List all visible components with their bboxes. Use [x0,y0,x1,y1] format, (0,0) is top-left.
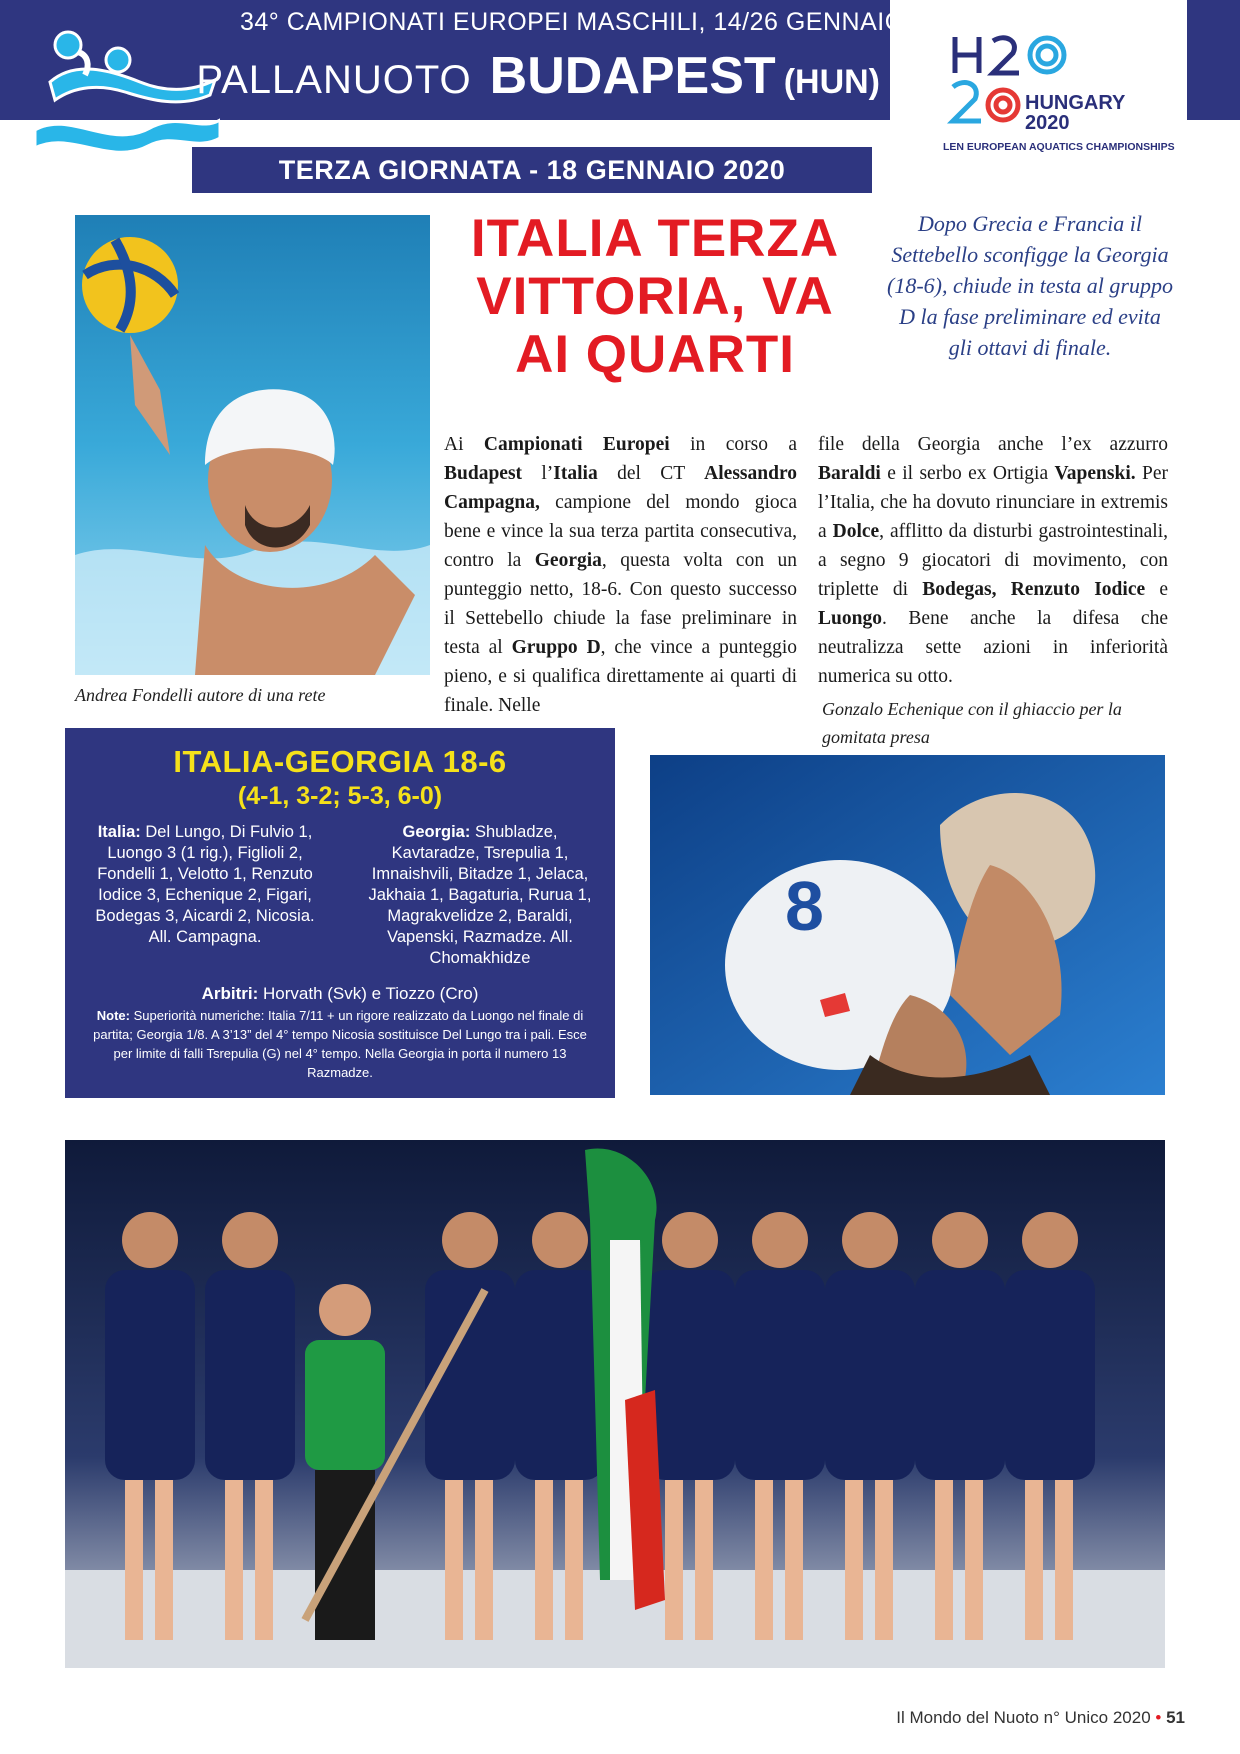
photo-team-anthem [65,1140,1165,1668]
sport-label: PALLANUOTO [196,58,472,102]
match-partials: (4-1, 3-2; 5-3, 6-0) [237,782,443,810]
svg-text:8: 8 [785,867,824,945]
city-label: BUDAPEST [489,47,776,105]
page-number: 51 [1166,1708,1185,1727]
caption-photo1: Andrea Fondelli autore di una rete [75,685,326,705]
article-column-1: Ai Campionati Europei in corso a Budapest l’Italia del CT Alessandro Campagna, campione del mondo gioca bene e vince la sua terza partita consecutiva, contro la Georgia, questa volta con un punteggio netto, 18-6. Con questo successo il Settebello chiude la fase preliminare in testa al Gruppo D, che vince a punteggio pieno, e si qualifica direttamente ai quarti di finale. Nelle [444,434,798,716]
header-right-band [1187,0,1240,120]
match-score-box [65,728,615,1098]
event-tagline: LEN EUROPEAN AQUATICS CHAMPIONSHIPS [943,141,1175,153]
page-footer [890,1708,1185,1728]
event-logo [935,25,1175,160]
match-title: ITALIA-GEORGIA 18-6 [173,744,507,779]
magazine-name: Il Mondo del Nuoto n° Unico 2020 [896,1708,1151,1727]
championship-title: 34° CAMPIONATI EUROPEI MASCHILI, 14/26 GENNAIO 2020 [240,8,970,36]
country-label: (HUN) [783,63,880,101]
article-lead: Dopo Grecia e Francia il Settebello sconfigge la Georgia (18-6), chiude in testa al gruppo D la fase preliminare ed evita gli ottavi di finale. [887,211,1173,360]
caption-photo2: Gonzalo Echenique con il ghiaccio per la gomitata presa [822,699,1122,747]
article-headline: ITALIA TERZA VITTORIA, VA AI QUARTI [470,209,840,384]
header-title [190,46,880,106]
georgia-lineup: Georgia: Shubladze, Kavtaradze, Tsrepulia 1, Imnaishvili, Bitadze 1, Jelaca, Jakhaia 1, Bagaturia, Rurua 1, Magrakvelidze 2, Baraldi, Vapenski, Razmadze. All. Chomakhidze [368,823,592,967]
italia-lineup: Italia: Del Lungo, Di Fulvio 1, Luongo 3 (1 rig.), Figlioli 2, Fondelli 1, Velotto 1, Renzuto Iodice 3, Echenique 2, Figari, Bodegas 3, Aicardi 2, Nicosia. All. Campagna. [95,823,315,946]
event-name: HUNGARY 2020 [1025,92,1126,134]
day-subtitle: TERZA GIORNATA - 18 GENNAIO 2020 [192,147,872,193]
referees: Arbitri: Horvath (Svk) e Tiozzo (Cro) [201,984,479,1003]
match-notes: Note: Superiorità numeriche: Italia 7/11 + un rigore realizzato da Luongo nel finale di partita; Georgia 1/8. A 3’13” del 4° tempo Nicosia sostituisce Del Lungo tra i pali. Esce per limite di falli Tsrepulia (G) nel 4° tempo. Nella Georgia in porta il numero 13 Razmadze. [93,1008,587,1080]
article-column-2: file della Georgia anche l’ex azzurro Baraldi e il serbo ex Ortigia Vapenski. Per l’Italia, che ha dovuto rinunciare in extremis a Dolce, afflitto da disturbi gastrointestinali, a segno 9 giocatori di movimento, con triplette di Bodegas, Renzuto Iodice e Luongo. Bene anche la difesa che neutralizza sette azioni in inferiorità numerica su otto. [818,434,1169,687]
photo-fondelli [75,215,430,675]
footer-separator: • [1155,1708,1162,1727]
photo-echenique [650,755,1165,1095]
